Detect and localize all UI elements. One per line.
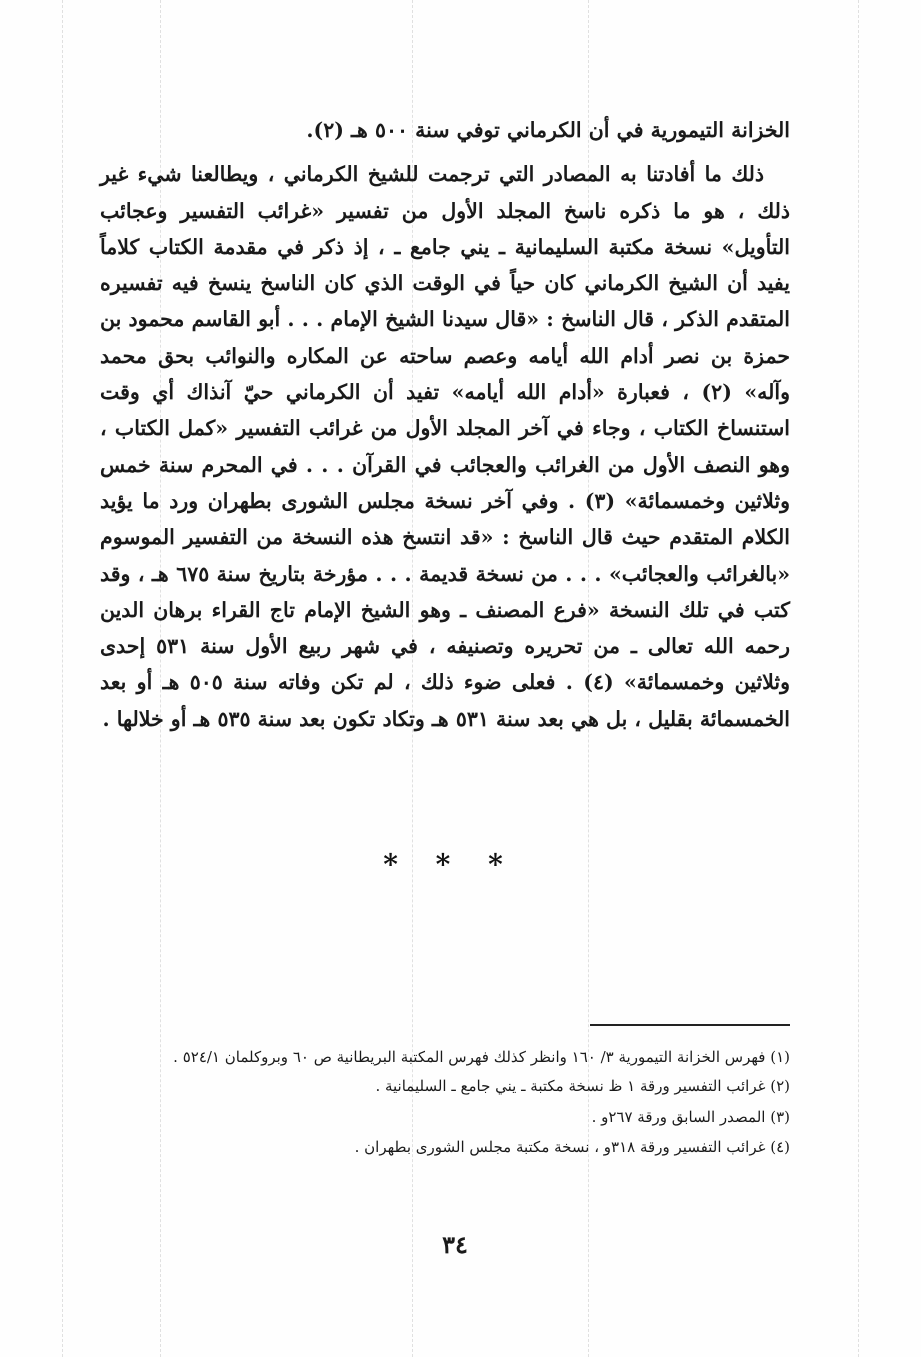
page-number: ٣٤ — [442, 1230, 468, 1259]
footnote: (٢) غرائب التفسير ورقة ١ ظ نسخة مكتبة ـ يني جامع ـ السليمانية . — [375, 1077, 790, 1095]
paragraph: ذلك ما أفادتنا به المصادر التي ترجمت للشيخ الكرماني ، ويطالعنا شيء غير ذلك ، هو ما ذكره ناسخ المجلد الأول من تفسير «غرائب التفسير وعجائب التأويل» نسخة مكتبة السليمانية ـ يني جامع ـ ، إذ ذكر في مقدمة الكتاب كلاماً يفيد أن الشيخ الكرماني كان حياً في الوقت الذي كان الناسخ ينسخ فيه تفسيره المتقدم الذكر ، قال الناسخ : «قال سيدنا الشيخ الإمام . . . أبو القاسم محمود بن حمزة بن نصر أدام الله أيامه وعصم ساحته عن المكاره والنوائب بحق محمد وآله» (٢) ، فعبارة «أدام الله أيامه» تفيد أن الكرماني حيّ آنذاك أي وقت استنساخ الكتاب ، وجاء في آخر المجلد الأول من غرائب التفسير «كمل الكتاب ، وهو النصف الأول من الغرائب والعجائب في القرآن . . . في المحرم سنة خمس وثلاثين وخمسمائة» (٣) . وفي آخر نسخة مجلس الشورى بطهران ورد ما يؤيد الكلام المتقدم حيث قال الناسخ : «قد انتسخ هذه النسخة من التفسير الموسوم «بالغرائب والعجائب» . . . من نسخة قديمة . . . مؤرخة بتاريخ سنة ٦٧٥ هـ ، وقد كتب في تلك النسخة «فرع المصنف ـ وهو الشيخ الإمام تاج القراء برهان الدين رحمه الله تعالى ـ من تحريره وتصنيفه ، في شهر ربيع الأول سنة ٥٣١ إحدى وثلاثين وخمسمائة» (٤) . فعلى ضوء ذلك ، لم تكن وفاته سنة ٥٠٥ هـ أو بعد الخمسمائة بقليل ، بل هي بعد سنة ٥٣١ هـ وتكاد تكون بعد سنة ٥٣٥ هـ أو خلالها . — [100, 162, 791, 731]
main-text-block — [100, 112, 790, 737]
section-separator: * * * — [383, 848, 517, 881]
footnotes — [100, 1044, 790, 1163]
footnote: (٣) المصدر السابق ورقة ٢٦٧و . — [591, 1107, 790, 1126]
scan-guide-line — [858, 0, 859, 1357]
footnote: (٤) غرائب التفسير ورقة ٣١٨و ، نسخة مكتبة مجلس الشورى بطهران . — [354, 1138, 790, 1156]
footnote: (١) فهرس الخزانة التيمورية ٣/ ١٦٠ وانظر كذلك فهرس المكتبة البريطانية ص ٦٠ وبروكلمان ٥٢٤/١ . — [173, 1048, 790, 1066]
footnote-divider — [590, 1024, 790, 1026]
paragraph: الخزانة التيمورية في أن الكرماني توفي سنة ٥٠٠ هـ (٢). — [306, 118, 790, 142]
scan-guide-line — [62, 0, 63, 1357]
